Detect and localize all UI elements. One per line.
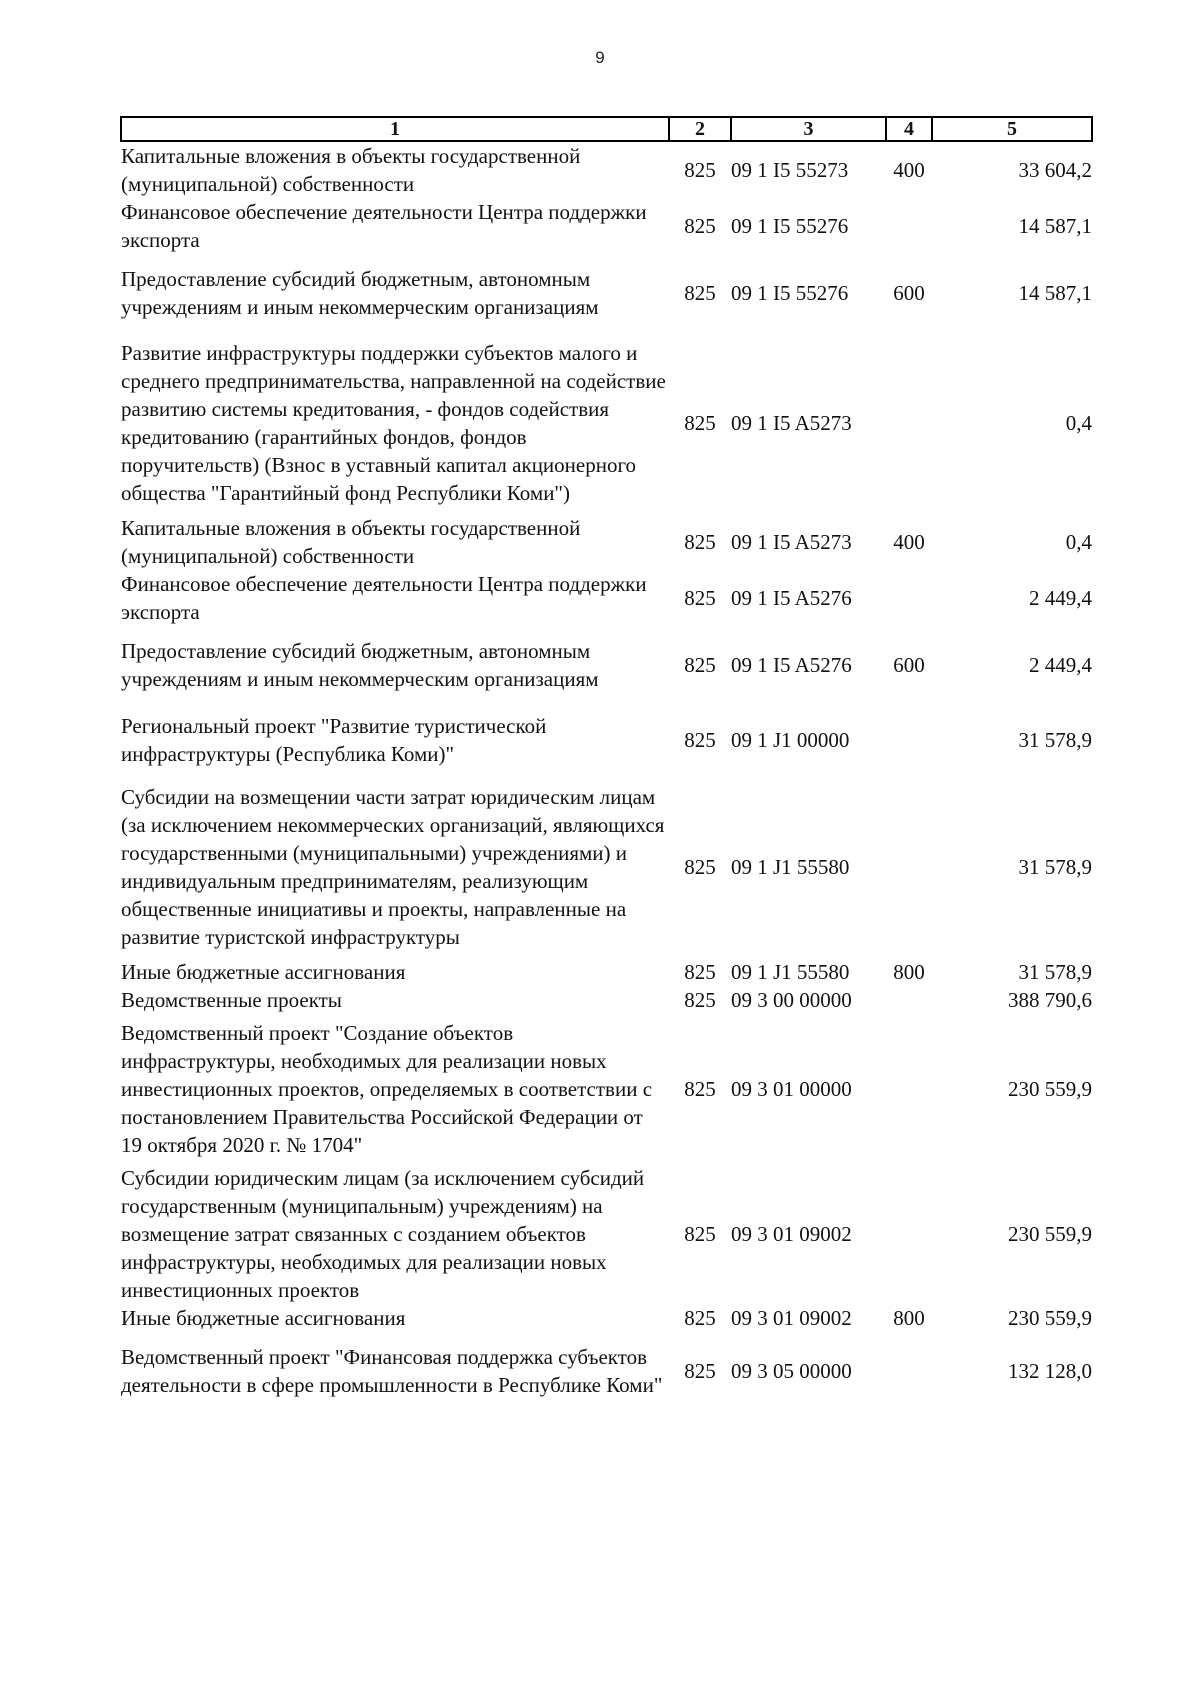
row-name: Иные бюджетные ассигнования <box>121 1306 406 1330</box>
row-admin-code: 825 <box>684 1222 716 1246</box>
row-amount: 33 604,2 <box>1018 158 1092 182</box>
table-row <box>121 514 1092 570</box>
row-expense-type: 600 <box>893 653 925 677</box>
row-expense-type <box>886 1164 932 1304</box>
row-expense-type: 400 <box>893 158 925 182</box>
row-target-code: 09 1 I5 55276 <box>731 281 849 305</box>
table-row <box>121 704 1092 776</box>
row-target-code: 09 1 I5 A5273 <box>731 530 852 554</box>
header-col-2: 2 <box>669 117 731 141</box>
row-name: Развитие инфраструктуры поддержки субъектов малого и среднего предпринимательства, направленной на содействие развитию системы кредитования, - фондов содействия кредитованию (гарантийных фондов, фондов поручительств) (Взнос в уставный капитал акционерного общества "Гарантийный фонд Республики Коми") <box>121 341 666 505</box>
row-admin-code: 825 <box>684 411 716 435</box>
row-name: Капитальные вложения в объекты государственной (муниципальной) собственности <box>121 516 581 568</box>
row-target-code: 09 1 J1 55580 <box>731 855 850 879</box>
row-admin-code: 825 <box>684 855 716 879</box>
row-admin-code: 825 <box>684 653 716 677</box>
table-row <box>121 958 1092 986</box>
header-row <box>121 117 1092 141</box>
row-amount: 2 449,4 <box>1029 653 1092 677</box>
row-name: Региональный проект "Развитие туристической инфраструктуры (Республика Коми)" <box>121 714 547 766</box>
row-target-code: 09 3 01 00000 <box>731 1077 852 1101</box>
table-row <box>121 141 1092 198</box>
row-amount: 0,4 <box>1065 530 1092 554</box>
row-expense-type: 400 <box>893 530 925 554</box>
table-row <box>121 1332 1092 1410</box>
row-expense-type <box>886 1332 932 1410</box>
row-admin-code: 825 <box>684 530 716 554</box>
table-row <box>121 986 1092 1014</box>
row-name: Ведомственные проекты <box>121 988 342 1012</box>
row-amount: 14 587,1 <box>1018 281 1092 305</box>
row-amount: 14 587,1 <box>1018 214 1092 238</box>
row-expense-type <box>886 1014 932 1164</box>
row-amount: 31 578,9 <box>1018 728 1092 752</box>
row-target-code: 09 1 I5 A5273 <box>731 411 852 435</box>
row-target-code: 09 1 J1 55580 <box>731 960 850 984</box>
row-name: Субсидии юридическим лицам (за исключением субсидий государственным (муниципальным) учреждениям) на возмещение затрат связанных с созданием объектов инфраструктуры, необходимых для реализации новых инвестиционных проектов <box>121 1166 645 1302</box>
row-name: Иные бюджетные ассигнования <box>121 960 406 984</box>
row-admin-code: 825 <box>684 960 716 984</box>
page-number: 9 <box>595 48 605 67</box>
row-expense-type <box>886 198 932 254</box>
row-expense-type: 600 <box>893 281 925 305</box>
header-col-4: 4 <box>886 117 932 141</box>
row-amount: 230 559,9 <box>1008 1222 1092 1246</box>
table-row <box>121 198 1092 254</box>
row-amount: 230 559,9 <box>1008 1077 1092 1101</box>
row-target-code: 09 1 I5 55276 <box>731 214 849 238</box>
header-col-1: 1 <box>121 117 669 141</box>
table-header <box>121 117 1092 141</box>
table-row <box>121 626 1092 704</box>
table-row <box>121 1304 1092 1332</box>
row-amount: 31 578,9 <box>1018 855 1092 879</box>
table-row <box>121 332 1092 514</box>
row-name: Финансовое обеспечение деятельности Центра поддержки экспорта <box>121 572 647 624</box>
row-expense-type <box>886 332 932 514</box>
row-target-code: 09 3 01 09002 <box>731 1306 852 1330</box>
row-amount: 31 578,9 <box>1018 960 1092 984</box>
row-admin-code: 825 <box>684 158 716 182</box>
table-row <box>121 254 1092 332</box>
header-col-3: 3 <box>731 117 886 141</box>
row-target-code: 09 1 I5 A5276 <box>731 586 852 610</box>
row-name: Капитальные вложения в объекты государственной (муниципальной) собственности <box>121 144 581 196</box>
row-name: Предоставление субсидий бюджетным, автономным учреждениям и иным некоммерческим организациям <box>121 267 599 319</box>
row-admin-code: 825 <box>684 214 716 238</box>
row-name: Финансовое обеспечение деятельности Центра поддержки экспорта <box>121 200 647 252</box>
table-body <box>121 141 1092 1410</box>
row-expense-type <box>886 986 932 1014</box>
row-name: Субсидии на возмещении части затрат юридическим лицам (за исключением некоммерческих организаций, являющихся государственными (муниципальными) учреждениями) и индивидуальным предпринимателям, реализующим общественные инициативы и проекты, направленные на развитие туристской инфраструктуры <box>121 785 665 949</box>
row-admin-code: 825 <box>684 1359 716 1383</box>
table-row <box>121 776 1092 958</box>
row-expense-type: 800 <box>893 1306 925 1330</box>
row-target-code: 09 3 01 09002 <box>731 1222 852 1246</box>
row-admin-code: 825 <box>684 586 716 610</box>
table-row <box>121 1014 1092 1164</box>
row-amount: 132 128,0 <box>1008 1359 1092 1383</box>
row-admin-code: 825 <box>684 1306 716 1330</box>
row-amount: 230 559,9 <box>1008 1306 1092 1330</box>
table-row <box>121 1164 1092 1304</box>
row-expense-type <box>886 570 932 626</box>
row-target-code: 09 1 J1 00000 <box>731 728 850 752</box>
row-expense-type <box>886 704 932 776</box>
row-admin-code: 825 <box>684 281 716 305</box>
row-target-code: 09 1 I5 55273 <box>731 158 849 182</box>
row-target-code: 09 1 I5 A5276 <box>731 653 852 677</box>
row-target-code: 09 3 05 00000 <box>731 1359 852 1383</box>
row-admin-code: 825 <box>684 1077 716 1101</box>
row-expense-type <box>886 776 932 958</box>
row-admin-code: 825 <box>684 988 716 1012</box>
row-target-code: 09 3 00 00000 <box>731 988 852 1012</box>
budget-table <box>120 116 1093 1410</box>
header-col-5: 5 <box>932 117 1092 141</box>
row-amount: 2 449,4 <box>1029 586 1092 610</box>
table-row <box>121 570 1092 626</box>
row-amount: 0,4 <box>1065 411 1092 435</box>
row-name: Ведомственный проект "Финансовая поддержка субъектов деятельности в сфере промышленности в Республике Коми" <box>121 1345 663 1397</box>
row-amount: 388 790,6 <box>1008 988 1092 1012</box>
row-admin-code: 825 <box>684 728 716 752</box>
row-name: Предоставление субсидий бюджетным, автономным учреждениям и иным некоммерческим организациям <box>121 639 599 691</box>
row-name: Ведомственный проект "Создание объектов инфраструктуры, необходимых для реализации новых инвестиционных проектов, определяемых в соответствии с постановлением Правительства Российской Федерации от 19 октября 2020 г. № 1704" <box>121 1021 653 1157</box>
row-expense-type: 800 <box>893 960 925 984</box>
